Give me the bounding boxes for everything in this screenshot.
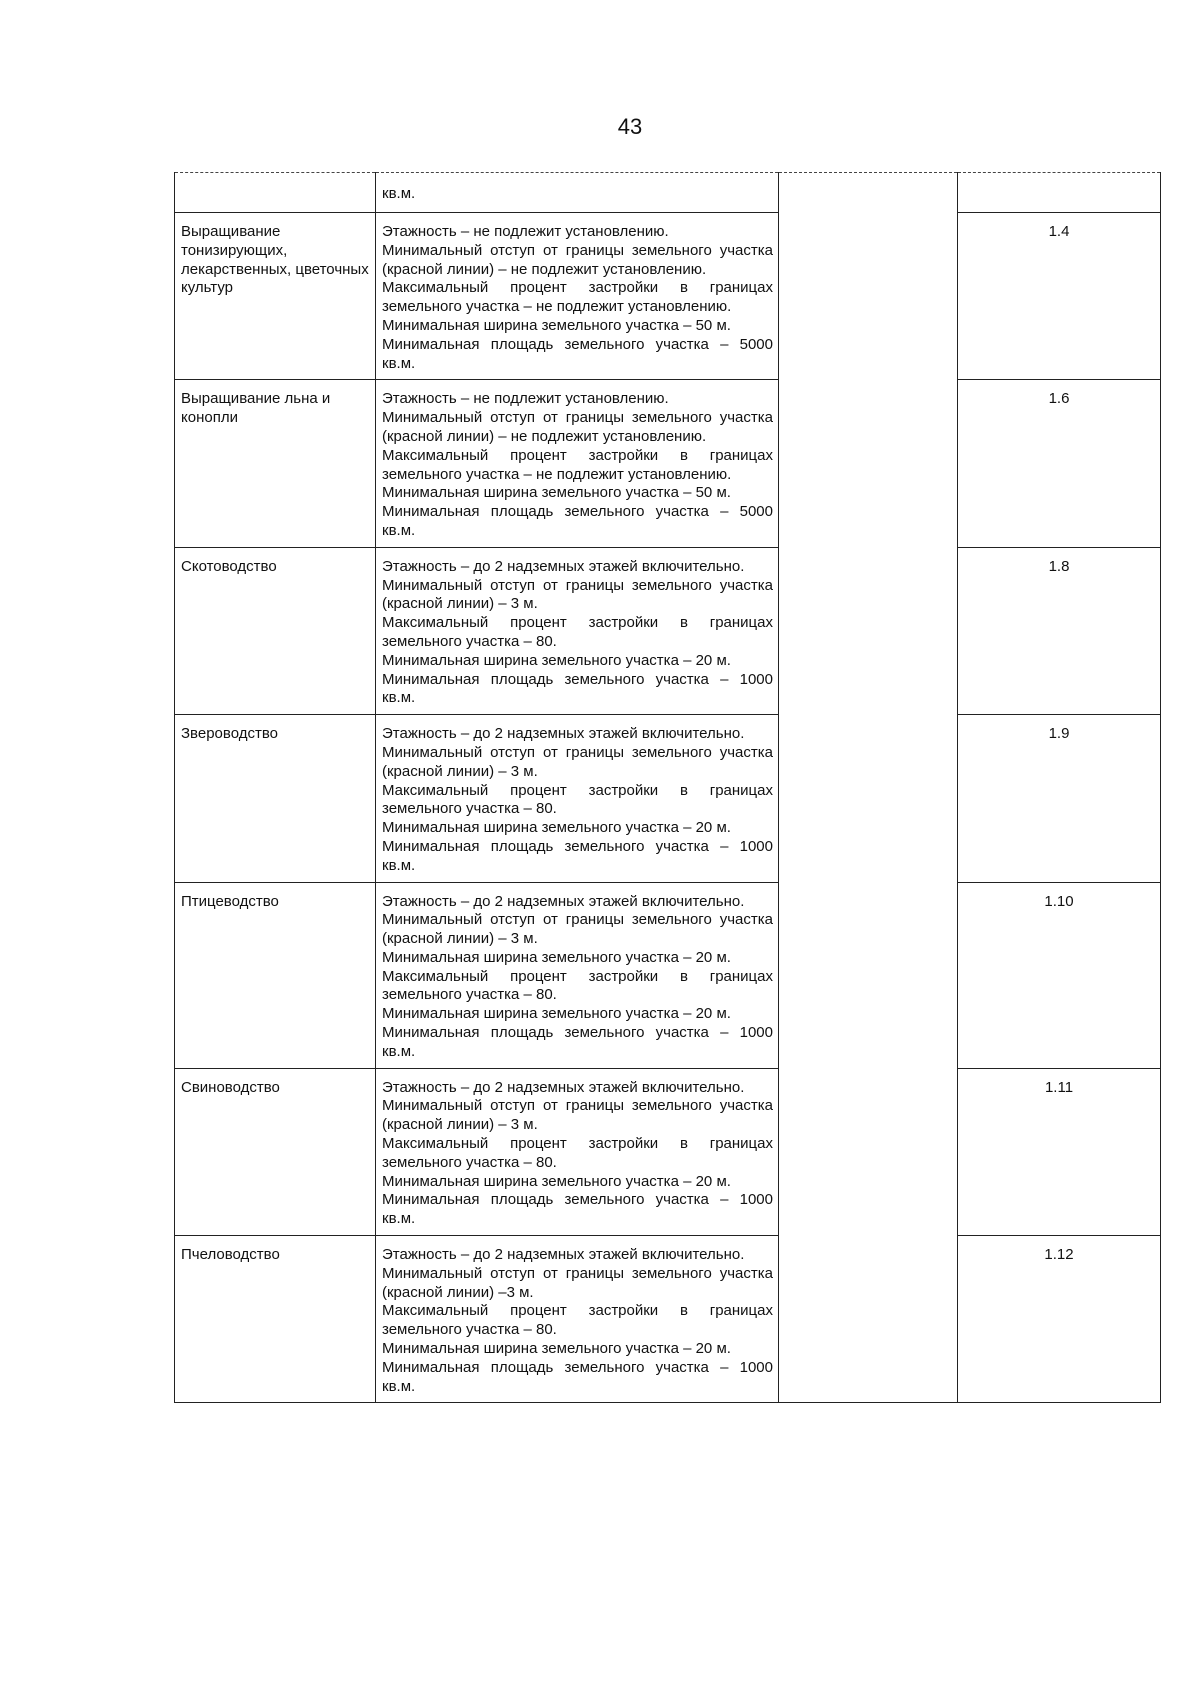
- param-line: Максимальный процент застройки в границах земельного участка – 80.: [382, 967, 773, 1004]
- land-use-table: [174, 172, 1161, 1403]
- param-line: Минимальная ширина земельного участка – 20 м.: [382, 1340, 731, 1358]
- params-cell: [376, 1236, 779, 1403]
- use-code-cell: 1.12: [958, 1236, 1161, 1403]
- table-row-continued: [175, 173, 1161, 213]
- param-line: Минимальная ширина земельного участка – 20 м.: [382, 819, 731, 837]
- param-line: Максимальный процент застройки в границах земельного участка – 80.: [382, 781, 773, 818]
- table-row: [175, 882, 1161, 1068]
- param-line: Минимальная ширина земельного участка – 50 м.: [382, 316, 731, 334]
- use-name-cell: Свиноводство: [175, 1068, 376, 1235]
- param-line: Этажность – до 2 надземных этажей включительно.: [382, 725, 745, 743]
- param-line: Минимальная площадь земельного участка – 1000 кв.м.: [382, 670, 773, 707]
- param-line: Этажность – до 2 надземных этажей включительно.: [382, 892, 745, 910]
- param-line: Минимальная площадь земельного участка – 1000 кв.м.: [382, 1024, 773, 1060]
- params-cell: кв.м.: [376, 173, 779, 213]
- param-line: Максимальный процент застройки в границах земельного участка – не подлежит установлению.: [382, 446, 773, 483]
- param-line: Максимальный процент застройки в границах земельного участка – 80.: [382, 614, 773, 650]
- use-code-cell: 1.8: [958, 547, 1161, 714]
- use-code-cell: 1.6: [958, 380, 1161, 547]
- name-cell: [175, 173, 376, 213]
- param-line: Этажность – до 2 надземных этажей включительно.: [382, 1246, 745, 1264]
- param-line: Максимальный процент застройки в границах земельного участка – 80.: [382, 1302, 773, 1339]
- params-cell: [376, 715, 779, 882]
- merged-empty-cell: [779, 173, 958, 1403]
- param-line: Минимальная ширина земельного участка – 20 м.: [382, 948, 731, 966]
- use-name-cell: Звероводство: [175, 715, 376, 882]
- param-line: Этажность – до 2 надземных этажей включительно.: [382, 1078, 745, 1096]
- param-line: Минимальная ширина земельного участка – 20 м.: [382, 1172, 731, 1190]
- table-row: [175, 547, 1161, 714]
- table-row: [175, 715, 1161, 882]
- params-cell: [376, 380, 779, 547]
- param-line: Максимальный процент застройки в границах земельного участка – 80.: [382, 1135, 773, 1171]
- param-line: Минимальный отступ от границы земельного участка (красной линии) – 3 м.: [382, 576, 773, 613]
- param-line: Этажность – не подлежит установлению.: [382, 390, 669, 408]
- param-line: Минимальная площадь земельного участка – 5000 кв.м.: [382, 335, 773, 372]
- table-row: [175, 1236, 1161, 1403]
- param-line: Минимальная ширина земельного участка – 50 м.: [382, 484, 731, 502]
- param-line: Минимальная площадь земельного участка – 1000 кв.м.: [382, 1358, 773, 1395]
- params-cell: [376, 882, 779, 1068]
- use-name-cell: Выращивание тонизирующих, лекарственных, цветочных культур: [175, 213, 376, 380]
- use-code-cell: 1.11: [958, 1068, 1161, 1235]
- param-line: Минимальная площадь земельного участка – 1000 кв.м.: [382, 1191, 773, 1228]
- use-name-cell: Выращивание льна и конопли: [175, 380, 376, 547]
- table-row: [175, 1068, 1161, 1235]
- use-name-cell: Пчеловодство: [175, 1236, 376, 1403]
- param-line: Максимальный процент застройки в границах земельного участка – не подлежит установлению.: [382, 279, 773, 316]
- use-code-cell: 1.4: [958, 213, 1161, 380]
- table-row: [175, 380, 1161, 547]
- param-line: Минимальный отступ от границы земельного участка (красной линии) – не подлежит установлению.: [382, 241, 773, 278]
- param-line: Минимальный отступ от границы земельного участка (красной линии) – 3 м.: [382, 1097, 773, 1134]
- param-line: Минимальная площадь земельного участка – 1000 кв.м.: [382, 837, 773, 874]
- param-line: Минимальная площадь земельного участка – 5000 кв.м.: [382, 503, 773, 539]
- param-line: Минимальный отступ от границы земельного участка (красной линии) – не подлежит установлению.: [382, 409, 773, 445]
- page-number: 43: [617, 114, 643, 139]
- table-row: [175, 213, 1161, 380]
- params-cell: [376, 547, 779, 714]
- param-line: Минимальная ширина земельного участка – 20 м.: [382, 1005, 731, 1023]
- table-body: [175, 173, 1161, 1403]
- param-line: Минимальный отступ от границы земельного участка (красной линии) – 3 м.: [382, 911, 773, 948]
- code-cell: [958, 173, 1161, 213]
- param-line: Минимальный отступ от границы земельного участка (красной линии) – 3 м.: [382, 743, 773, 780]
- param-line: Минимальный отступ от границы земельного участка (красной линии) –3 м.: [382, 1264, 773, 1301]
- param-line: Этажность – не подлежит установлению.: [382, 223, 669, 240]
- params-cell: [376, 213, 779, 380]
- use-name-cell: Птицеводство: [175, 882, 376, 1068]
- param-line: Минимальная ширина земельного участка – 20 м.: [382, 651, 731, 669]
- params-cell: [376, 1068, 779, 1235]
- use-name-cell: Скотоводство: [175, 547, 376, 714]
- use-code-cell: 1.9: [958, 715, 1161, 882]
- param-line: Этажность – до 2 надземных этажей включительно.: [382, 557, 745, 575]
- use-code-cell: 1.10: [958, 882, 1161, 1068]
